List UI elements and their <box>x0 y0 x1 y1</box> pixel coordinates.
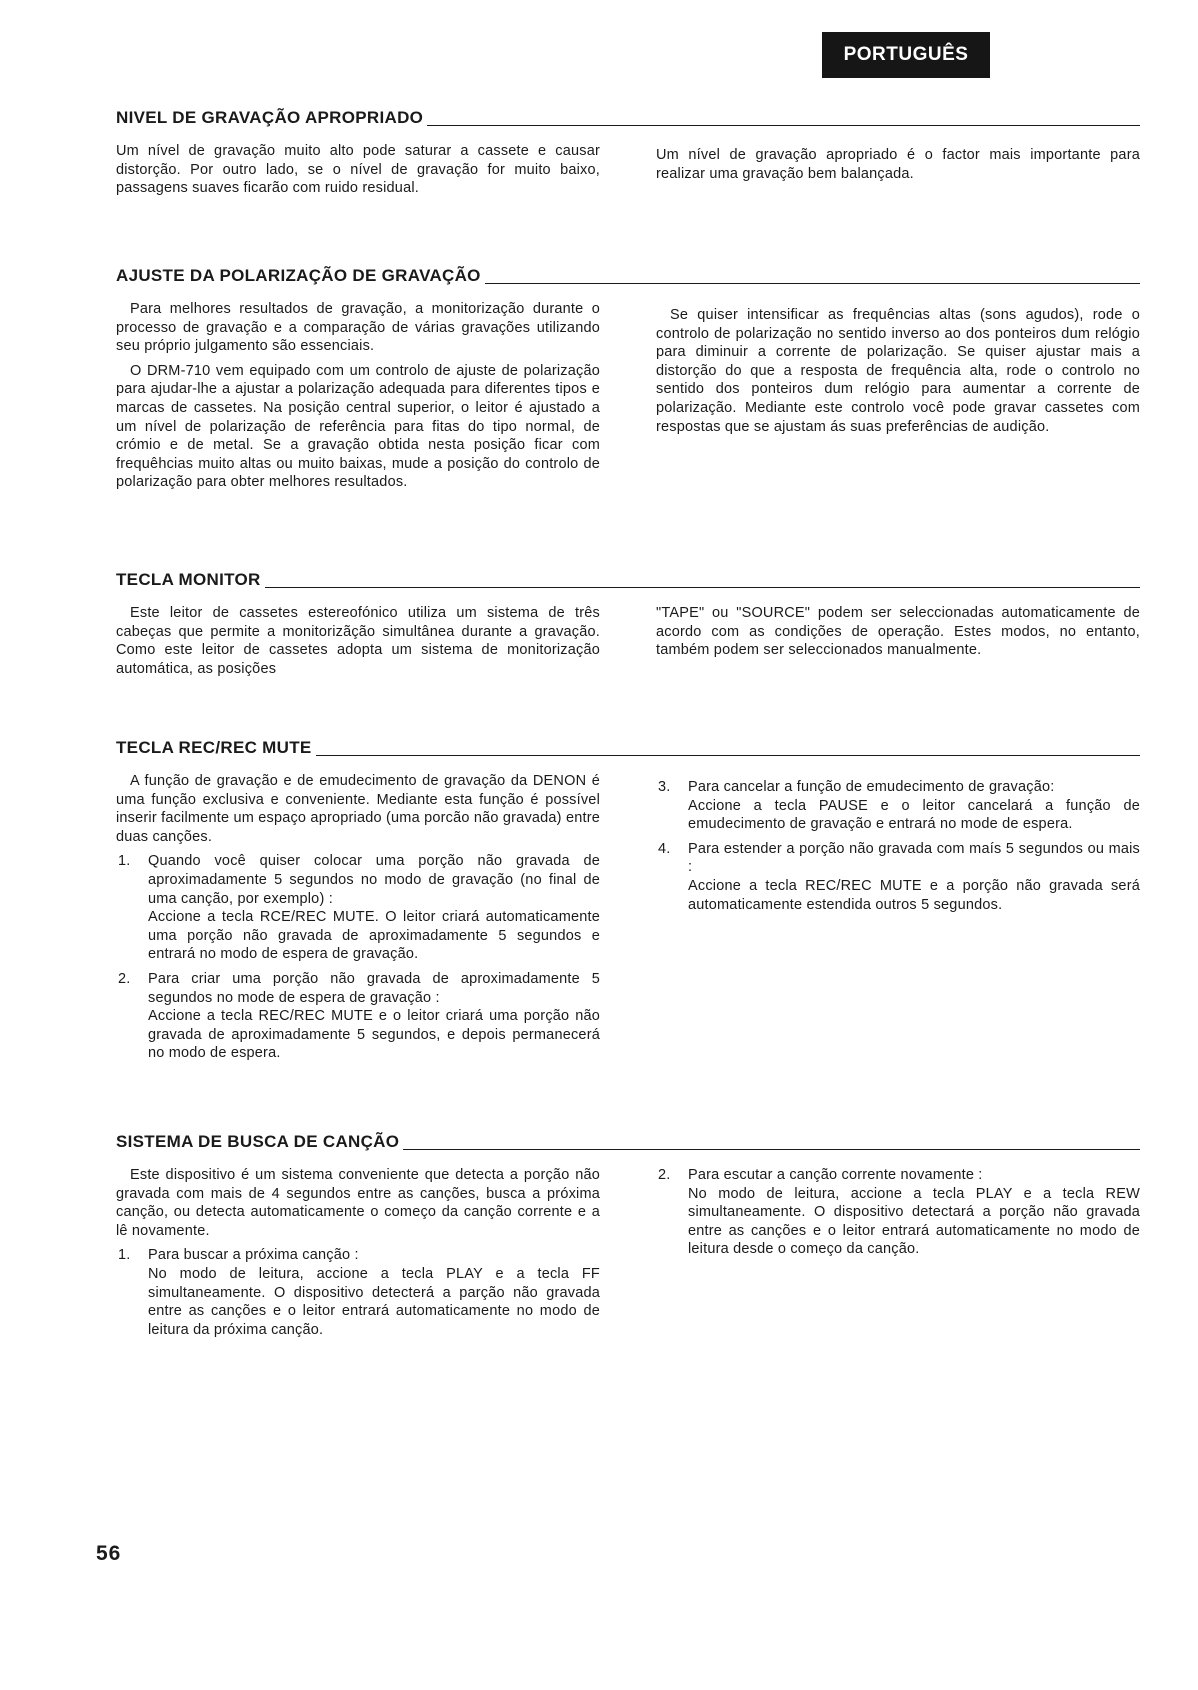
section-title: AJUSTE DA POLARIZAÇÃO DE GRAVAÇÃO <box>116 266 481 285</box>
right-column <box>656 604 1140 684</box>
left-column <box>116 142 600 204</box>
heading-rule <box>403 1149 1140 1150</box>
list-item <box>656 1166 1140 1259</box>
list-item-text: Accione a tecla REC/REC MUTE e a porção não gravada será automaticamente estendida outros 5 segundos. <box>688 877 1140 913</box>
paragraph: Para melhores resultados de gravação, a monitorização durante o processo de gravação e a comparação de várias gravações utilizando seu próprio julgamento são essenciais. <box>116 301 600 355</box>
paragraph: Se quiser intensificar as frequências altas (sons agudos), rode o controlo de polarização no sentido inverso ao dos ponteiros dum relógio para diminuir a corrente de polarização. Se quiser ajustar mais a distorção do que a resposta de frequência alta, rode o controlo no sentido dos ponteiros dum relógio para aumentar a corrente de polarização. Mediante este controlo você pode gravar cassetes com respostas que se ajustam ás suas preferências de audição. <box>656 307 1140 435</box>
list-item-text: Para buscar a próxima canção : <box>148 1247 359 1264</box>
section-heading <box>116 570 1140 590</box>
heading-rule <box>427 125 1140 126</box>
paragraph: Um nível de gravação apropriado é o factor mais importante para realizar uma gravação bem balançada. <box>656 147 1140 182</box>
page-number: 56 <box>96 1542 122 1565</box>
paragraph: Este dispositivo é um sistema conveniente que detecta a porção não gravada com mais de 4 segundos entre as canções, busca a próxima canção, ou detecta automaticamente o começo da canção corrente e a lê novamente. <box>116 1167 600 1239</box>
section-heading <box>116 1132 1140 1152</box>
section-monitor-key <box>116 570 1140 684</box>
list-number: 1. <box>118 853 131 870</box>
language-tab: PORTUGUÊS <box>822 32 990 78</box>
section-heading <box>116 108 1140 128</box>
list-item-text: Accione a tecla REC/REC MUTE e o leitor criará uma porção não gravada de aproximadamente 5 segundos, e depois permanecerá no modo de espera. <box>148 1008 600 1062</box>
section-rec-mute-key <box>116 738 1140 1069</box>
section-title: TECLA MONITOR <box>116 570 261 589</box>
left-column <box>116 604 600 684</box>
list-item-text: No modo de leitura, accione a tecla PLAY e a tecla REW simultaneamente. O dispositivo detectará a porção não gravada entre as canções e o leitor entrará automaticamente no modo de leitura desde o começo da canção. <box>688 1185 1140 1258</box>
heading-rule <box>265 587 1140 588</box>
list-number: 4. <box>658 840 671 857</box>
right-column <box>656 772 1140 1069</box>
list-item-text: No modo de leitura, accione a tecla PLAY e a tecla FF simultaneamente. O dispositivo detecterá a parção não gravada entre as canções e o leitor entrará automaticamente no modo de leitura da próxima canção. <box>148 1265 600 1338</box>
list-item-text: Quando você quiser colocar uma porção não gravada de aproximadamente 5 segundos no modo de gravação (no final de uma canção, por exemplo) : <box>148 853 600 907</box>
right-column <box>656 300 1140 498</box>
section-title: TECLA REC/REC MUTE <box>116 738 312 757</box>
section-bias-adjust <box>116 266 1140 498</box>
list-item <box>656 778 1140 834</box>
list-item <box>656 840 1140 914</box>
left-column <box>116 1166 600 1345</box>
section-song-search <box>116 1132 1140 1345</box>
section-heading <box>116 738 1140 758</box>
paragraph: "TAPE" ou "SOURCE" podem ser seleccionadas automaticamente de acordo com as condições de operação. Estes modos, no entanto, também podem ser seleccionados manualmente. <box>656 605 1140 659</box>
list-item-text: Para escutar a canção corrente novamente : <box>688 1167 983 1183</box>
paragraph: Um nível de gravação muito alto pode saturar a cassete e causar distorção. Por outro lado, se o nível de gravação for muito baixo, passagens suaves ficarão com ruido residual. <box>116 143 600 197</box>
left-column <box>116 772 600 1069</box>
list-item-text: Para cancelar a função de emudecimento de gravação: <box>688 779 1055 795</box>
list-item-text: Accione a tecla RCE/REC MUTE. O leitor criará automaticamente uma porção não gravada de aproximadamente 5 segundos e entrará no modo de espera de gravação. <box>148 909 600 963</box>
list-item-text: Para estender a porção não gravada com maís 5 segundos ou mais : <box>688 840 1140 876</box>
list-number: 3. <box>658 779 671 795</box>
heading-rule <box>316 755 1140 756</box>
list-item <box>116 1246 600 1339</box>
list-item-text: Para criar uma porção não gravada de aproximadamente 5 segundos no mode de espera de gravação : <box>148 970 600 1006</box>
right-column <box>656 142 1140 204</box>
list-item <box>116 970 600 1063</box>
section-title: NIVEL DE GRAVAÇÃO APROPRIADO <box>116 108 424 127</box>
left-column <box>116 300 600 498</box>
list-number: 2. <box>118 970 131 987</box>
paragraph: O DRM-710 vem equipado com um controlo de ajuste de polarização para ajudar-lhe a ajustar a polarização adequada para diferentes tipos e marcas de cassetes. Na posição central superior, o leitor é ajustado a um nível de polarização de referência para fitas do tipo normal, de crómio e de metal. Se a gravação obtida nesta posição ficar com frequêhcias muito altas ou muito baixas, mude a posição do controlo de polarização para obter melhores resultados. <box>116 362 600 491</box>
list-number: 2. <box>658 1167 671 1183</box>
right-column <box>656 1166 1140 1345</box>
section-recording-level <box>116 108 1140 204</box>
section-heading <box>116 266 1140 286</box>
section-title: SISTEMA DE BUSCA DE CANÇÃO <box>116 1132 400 1151</box>
list-number: 1. <box>118 1247 131 1264</box>
list-item-text: Accione a tecla PAUSE e o leitor cancelará a função de emudecimento de gravação e entrará no mode de espera. <box>688 797 1140 833</box>
paragraph: Este leitor de cassetes estereofónico utiliza um sistema de três cabeças que permite a monitorizãção simultânea durante a gravação. Como este leitor de cassetes adopta um sistema de monitorização automática, as posições <box>116 605 600 677</box>
heading-rule <box>485 283 1140 284</box>
list-item <box>116 852 600 964</box>
paragraph: A função de gravação e de emudecimento de gravação da DENON é uma função exclusiva e conveniente. Mediante esta função é possível inserir facilmente um espaço apropriado (uma porcão não gravada) entre duas canções. <box>116 773 600 845</box>
